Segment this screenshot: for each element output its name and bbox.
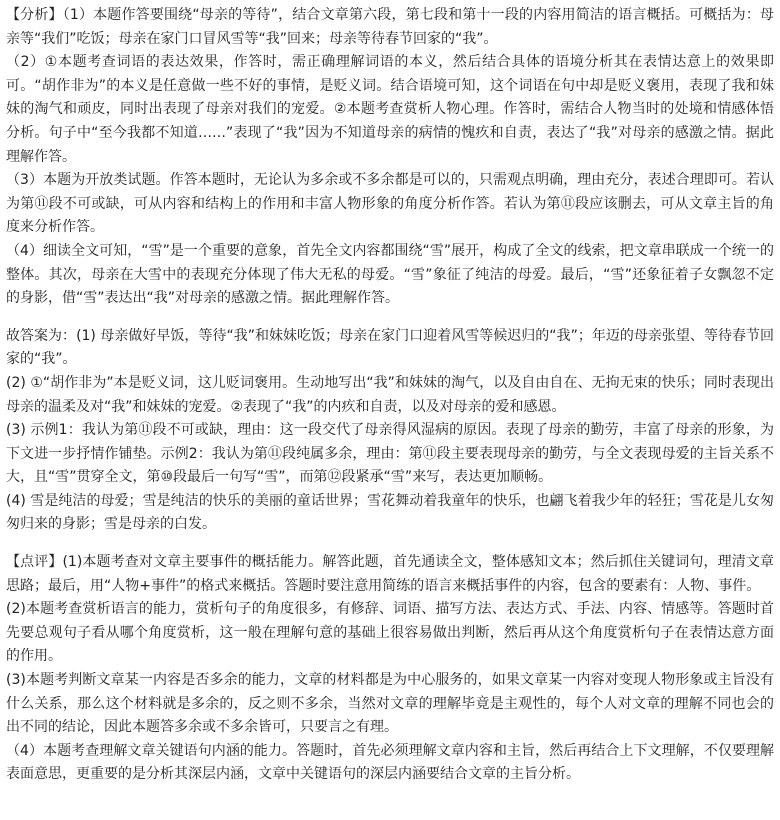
comment-paragraph-2: (2)本题考查赏析语言的能力，赏析句子的角度很多，有修辞、词语、描写方法、表达方式、手法、内容、情感等。答题时首先要总观句子看从哪个角度赏析，这一般在理解句意的基础上很容易做出判断，然后再从这个角度赏析句子在表情达意方面的作用。 [6,601,774,665]
section-gap [6,311,774,325]
analysis-section [6,4,774,311]
comment-paragraph-3: (3)本题考判断文章某一内容是否多余的能力，文章的材料都是为中心服务的，如果文章某一内容对变现人物形象或主旨没有什么关系，那么这个材料就是多余的，反之则不多余，当然对文章的理解毕竟是主观性的，每个人对文章的理解不同也会的出不同的结论，因此本题答多余或不多余皆可，只要言之有理。 [6,672,774,736]
answer-paragraph-1: 故答案为：(1) 母亲做好早饭，等待“我”和妹妹吃饭；母亲在家门口迎着风雪等候迟归的“我”；年迈的母亲张望、等待春节回家的“我”。 [6,327,774,368]
analysis-paragraph-3: （3）本题为开放类试题。作答本题时，无论认为多余或不多余都是可以的，只需观点明确，理由充分，表述合理即可。若认为第⑪段不可或缺，可从内容和结构上的作用和丰富人物形象的角度分析作答。若认为第⑪段应该删去，可从文章主旨的角度来分析作答。 [6,172,774,236]
answer-paragraph-2: (2) ①“胡作非为”本是贬义词，这儿贬词褒用。生动地写出“我”和妹妹的淘气，以及自由自在、无拘无束的快乐；同时表现出母亲的温柔及对“我”和妹妹的宠爱。②表现了“我”的内疚和自责，以及对母亲的爱和感恩。 [6,374,774,415]
comment-section [6,551,774,787]
comment-paragraph-1: 【点评】(1)本题考查对文章主要事件的概括能力。解答此题，首先通读全文，整体感知文本；然后抓住关键词句，理清文章思路；最后，用“人物+事件”的格式来概括。答题时要注意用简练的语言来概括事件的内容，包含的要素有：人物、事件。 [6,554,774,594]
analysis-paragraph-1: 【分析】（1）本题作答要围绕“母亲的等待”，结合文章第六段，第七段和第十一段的内容用简洁的语言概括。可概括为：母亲等“我们”吃饭；母亲在家门口冒风雪等“我”回来；母亲等待春节回家的“我”。 [6,7,774,47]
analysis-paragraph-4: （4）细读全文可知，“雪”是一个重要的意象，首先全文内容都围绕“雪”展开，构成了全文的线索，把文章串联成一个统一的整体。其次，母亲在大雪中的表现充分体现了伟大无私的母爱。“雪”象征了纯洁的母爱。最后，“雪”还象征着子女飘忽不定的身影，借“雪”表达出“我”对母亲的感激之情。据此理解作答。 [6,242,774,307]
section-gap [6,537,774,551]
answer-paragraph-4: (4) 雪是纯洁的母爱；雪是纯洁的快乐的美丽的童话世界；雪花舞动着我童年的快乐，也翩飞着我少年的轻狂；雪花是儿女匆匆归来的身影；雪是母亲的白发。 [6,492,774,533]
analysis-paragraph-2: （2）①本题考查词语的表达效果，作答时，需正确理解词语的本义，然后结合具体的语境分析其在表情达意上的效果即可。“胡作非为”的本义是任意做一些不好的事情，是贬义词。结合语境可知，这个词语在句中却是贬义褒用，表现了我和妹妹的淘气和顽皮，同时出表现了母亲对我们的宠爱。②本题考查赏析人物心理。作答时，需结合人物当时的处境和情感体悟分析。句子中“至今我都不知道……”表现了“我”因为不知道母亲的病情的愧疚和自责，表达了“我”对母亲的感激之情。据此理解作答。 [6,54,774,165]
answer-section [6,325,774,537]
answer-paragraph-3: (3) 示例1：我认为第⑪段不可或缺，理由：这一段交代了母亲得风湿病的原因。表现了母亲的勤劳，丰富了母亲的形象，为下文进一步抒情作铺垫。示例2：我认为第⑪段纯属多余，理由：第⑪段主要表现母亲的勤劳，与全文表现母爱的主旨关系不大，且“雪”贯穿全文，第⑩段最后一句写“雪”，而第⑫段紧承“雪”来写，表达更加顺畅。 [6,422,774,486]
comment-paragraph-4: （4）本题考查理解文章关键语句内涵的能力。答题时，首先必须理解文章内容和主旨，然后再结合上下文理解，不仅要理解表面意思，更重要的是分析其深层内涵，文章中关键语句的深层内涵要结合文章的主旨分析。 [6,742,774,783]
